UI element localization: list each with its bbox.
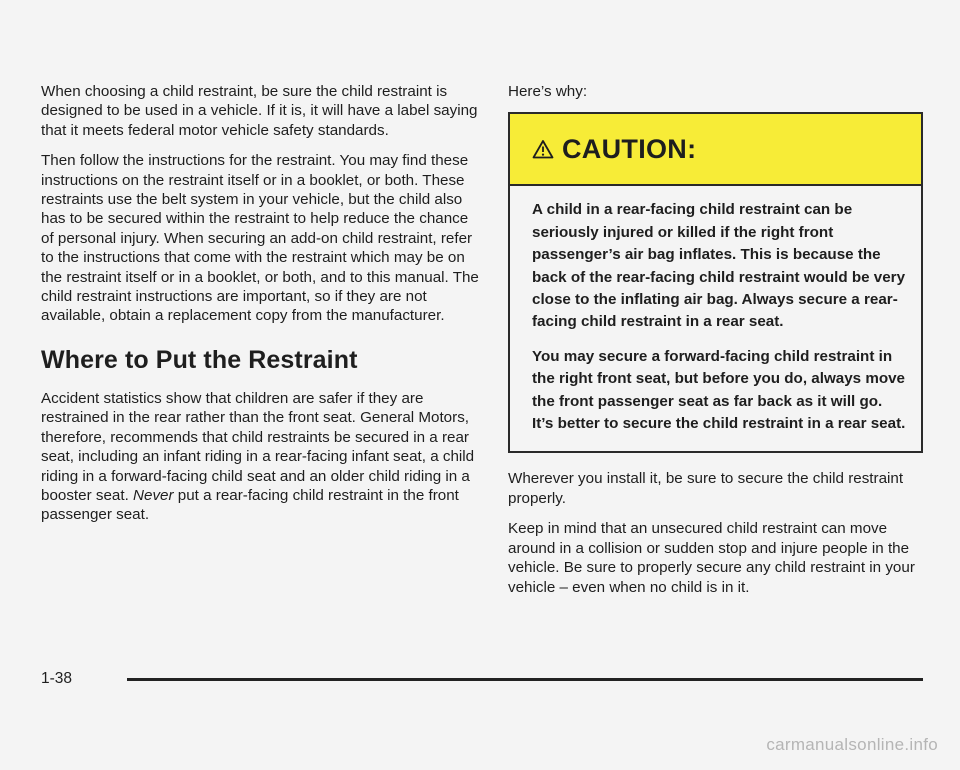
section-text-after: put a rear-facing child restraint in the front passenger seat. <box>41 486 459 524</box>
lead-in-text: Here’s why: <box>508 83 588 100</box>
caution-paragraph-2: You may secure a forward-facing child restraint in the right front seat, but before you do, always move the front passenger seat as far back as it will go. It’s better to secure the child restraint in a rear seat. <box>532 347 906 433</box>
never-emphasis: Never <box>133 486 174 504</box>
right-column <box>508 82 923 608</box>
after-paragraph-2: Keep in mind that an unsecured child restraint can move around in a collision or sudden stop and injure people in the vehicle. Be sure to properly secure any child restraint in your vehicle – even when no child is in it. <box>508 520 915 596</box>
caution-header <box>510 114 921 186</box>
site-watermark: carmanualsonline.info <box>766 735 938 754</box>
left-column <box>41 82 481 536</box>
section-heading: Where to Put the Restraint <box>41 345 358 374</box>
section-text-before: Accident statistics show that children are safer if they are restrained in the rear rather than the front seat. General Motors, therefore, recommends that child restraints be secured in a rear seat, including an infant riding in a rear-facing infant seat, a child riding in a forward-facing child seat and an older child riding in a booster seat. <box>41 389 475 504</box>
page-number: 1-38 <box>41 670 73 687</box>
warning-triangle-icon <box>532 139 554 159</box>
footer-rule <box>127 678 923 681</box>
caution-body <box>510 186 921 451</box>
section-paragraph <box>41 389 481 525</box>
after-paragraph-1: Wherever you install it, be sure to secure the child restraint properly. <box>508 470 904 507</box>
intro-paragraph-2: Then follow the instructions for the restraint. You may find these instructions on the restraint itself or in a booklet, or both. These restraints use the belt system in your vehicle, but the child also has to be secured within the restraint to help reduce the chance of personal injury. When securing an add-on child restraint, refer to the instructions that come with the restraint which may be on the restraint itself or in a booklet, or both, and to this manual. The child restraint instructions are important, so if they are not available, obtain a replacement copy from the manufacturer. <box>41 152 479 325</box>
caution-title: CAUTION: <box>562 133 697 164</box>
caution-paragraph-1: A child in a rear-facing child restraint can be seriously injured or killed if the right front passenger’s air bag inflates. This is because the back of the rear-facing child restraint would be very close to the inflating air bag. Always secure a rear-facing child restraint in a rear seat. <box>532 201 906 331</box>
caution-box <box>508 112 923 453</box>
intro-paragraph-1: When choosing a child restraint, be sure the child restraint is designed to be used in a vehicle. If it is, it will have a label saying that it meets federal motor vehicle safety standards. <box>41 83 478 139</box>
page-footer <box>41 670 923 688</box>
